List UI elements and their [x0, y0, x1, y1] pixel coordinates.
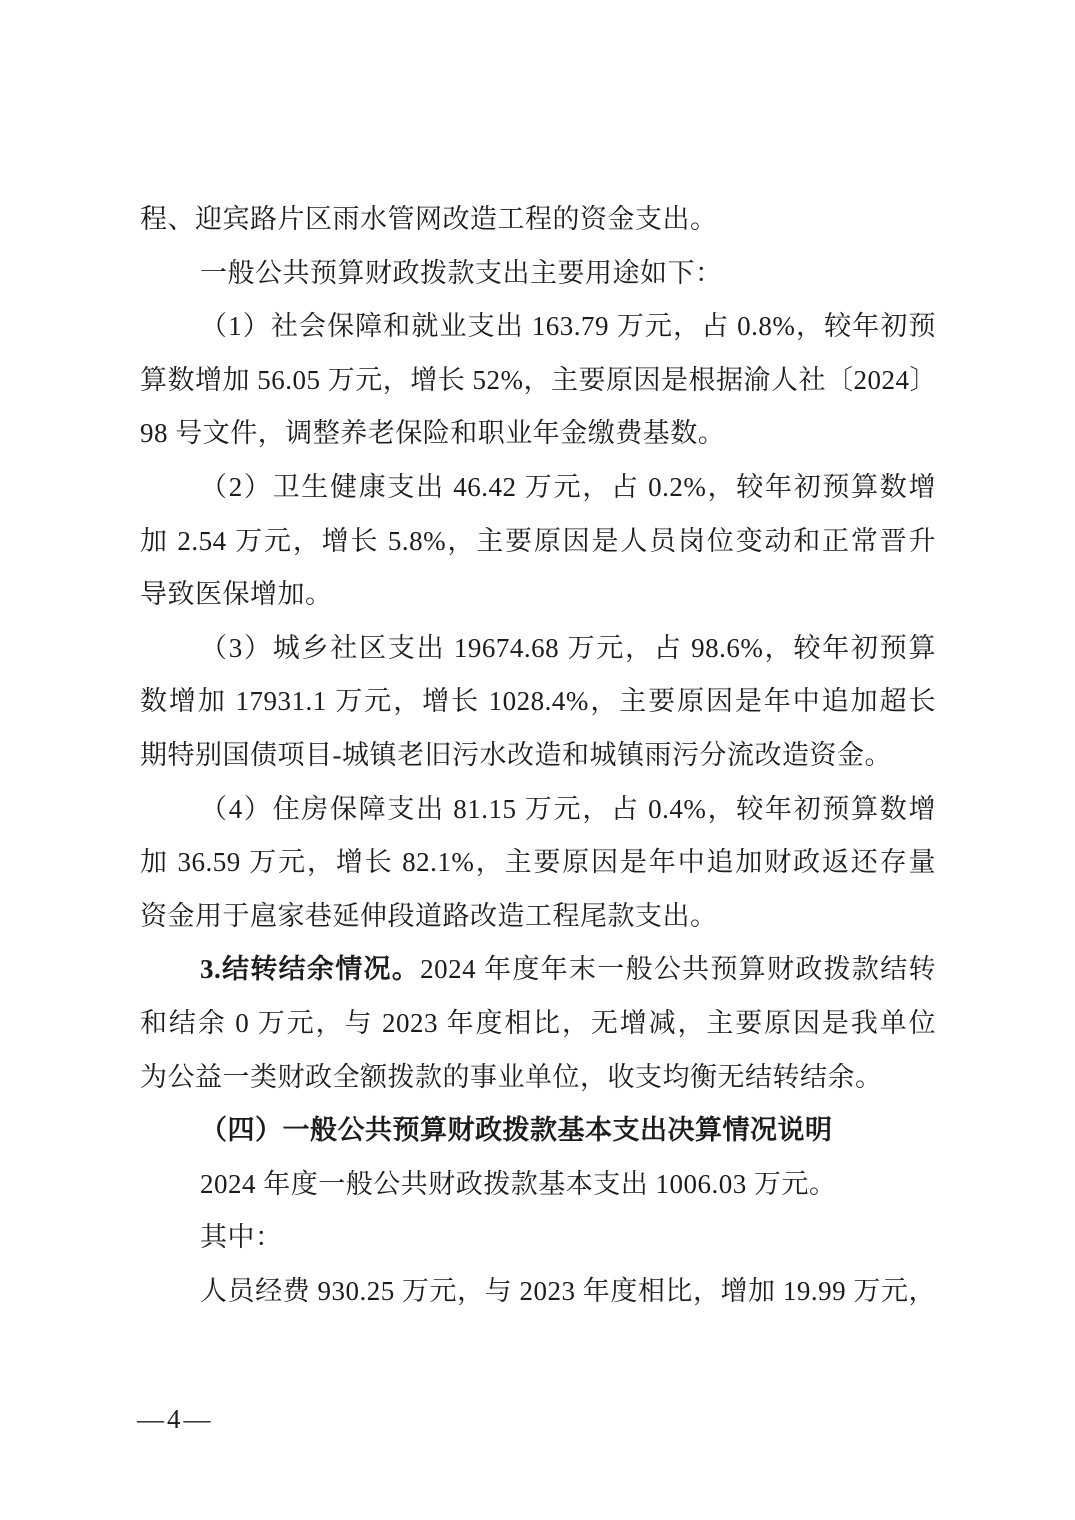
text-run: （4）住房保障支出 81.15 万元，占 0.4%，较年初预算数增: [200, 793, 936, 824]
text-line: [140, 783, 936, 837]
text-line: [140, 407, 936, 461]
text-line: [140, 247, 936, 301]
text-run: （3）城乡社区支出 19674.68 万元，占 98.6%，较年初预算: [200, 632, 936, 663]
text-line: [140, 568, 936, 622]
text-run: 期特别国债项目-城镇老旧污水改造和城镇雨污分流改造资金。: [140, 739, 892, 770]
text-run: 数增加 17931.1 万元，增长 1028.4%，主要原因是年中追加超长: [140, 686, 936, 717]
page-number: —4—: [137, 1404, 214, 1434]
text-run: 一般公共预算财政拨款支出主要用途如下：: [200, 257, 723, 288]
text-run: 资金用于扈家巷延伸段道路改造工程尾款支出。: [140, 900, 718, 931]
text-run: 98 号文件，调整养老保险和职业年金缴费基数。: [140, 418, 726, 449]
text-line: [140, 1211, 936, 1265]
text-line: [140, 515, 936, 569]
text-run: 程、迎宾路片区雨水管网改造工程的资金支出。: [140, 204, 718, 234]
document-body: [140, 193, 936, 1318]
text-run: 算数增加 56.05 万元，增长 52%，主要原因是根据渝人社〔2024〕: [140, 364, 937, 395]
text-line: [140, 300, 936, 354]
text-run: 2024 年度一般公共财政拨款基本支出 1006.03 万元。: [200, 1168, 837, 1199]
text-line: [140, 729, 936, 783]
text-line: [140, 354, 936, 408]
text-run: 人员经费 930.25 万元，与 2023 年度相比，增加 19.99 万元，: [200, 1275, 936, 1306]
text-run: （2）卫生健康支出 46.42 万元，占 0.2%，较年初预算数增: [200, 471, 936, 502]
text-line: [140, 1104, 936, 1158]
text-line: [140, 943, 936, 997]
text-line: [140, 1265, 936, 1319]
text-line: [140, 997, 936, 1051]
text-line: [140, 675, 936, 729]
text-run: （1）社会保障和就业支出 163.79 万元，占 0.8%，较年初预: [200, 311, 936, 342]
text-line: [140, 890, 936, 944]
text-run-bold: （四）一般公共预算财政拨款基本支出决算情况说明: [200, 1115, 833, 1146]
text-run: 加 36.59 万元，增长 82.1%，主要原因是年中追加财政返还存量: [140, 847, 936, 878]
text-run: 2024 年度年末一般公共预算财政拨款结转: [420, 954, 937, 985]
page-footer: [137, 1404, 214, 1434]
text-line: [140, 461, 936, 515]
text-line: [140, 836, 936, 890]
text-line: [140, 1158, 936, 1212]
text-run: 导致医保增加。: [140, 579, 333, 610]
text-line: [140, 1051, 936, 1105]
text-run: 其中：: [200, 1222, 283, 1253]
text-run-bold: 3.结转结余情况。: [200, 954, 421, 985]
text-run: 为公益一类财政全额拨款的事业单位，收支均衡无结转结余。: [140, 1061, 883, 1092]
text-line: [140, 622, 936, 676]
text-line: [140, 193, 936, 247]
text-run: 加 2.54 万元，增长 5.8%，主要原因是人员岗位变动和正常晋升: [140, 525, 936, 556]
text-run: 和结余 0 万元，与 2023 年度相比，无增减，主要原因是我单位: [140, 1007, 936, 1038]
